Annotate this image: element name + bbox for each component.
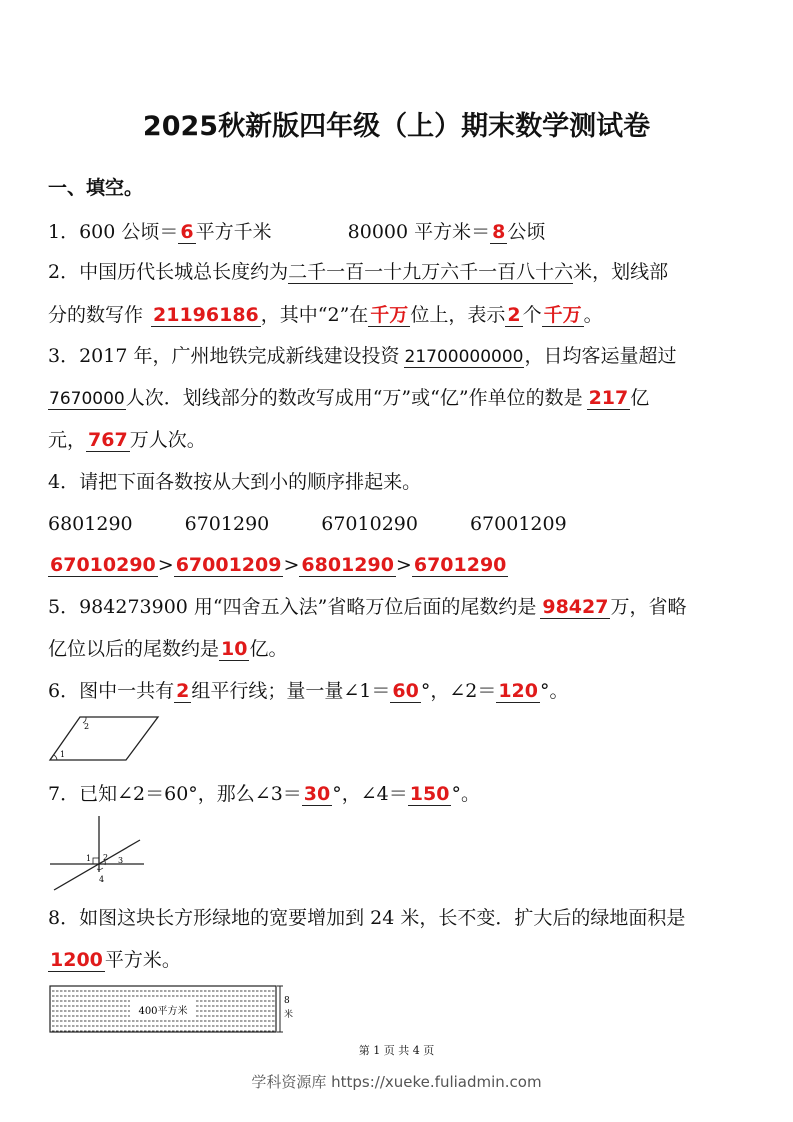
right-angle-mark (93, 858, 99, 864)
q1-answer-1: 6 (180, 221, 194, 243)
q4-separator: > (283, 554, 300, 576)
q4-answer-row (48, 553, 508, 577)
angle-arc (97, 868, 103, 869)
angle-1-arc (54, 755, 57, 760)
q3-text-c: 人次．划线部分的数改写成用“万”或“亿”作单位的数是 (125, 387, 583, 409)
angle-label: 2 (84, 722, 90, 731)
q5-answer-1: 98427 (542, 596, 609, 618)
q4-separator: > (157, 554, 174, 576)
q2-answer-3: 2 (507, 304, 521, 326)
q5-text-d: 亿。 (249, 638, 288, 660)
question-1 (48, 220, 545, 244)
section-heading: 一、填空。 (48, 177, 144, 199)
q3-underlined-1: 21700000000 (404, 347, 524, 367)
q3-text-e: 元， (48, 429, 87, 451)
q2-text-d: ，其中“2”在 (260, 304, 369, 326)
question-3-line-2 (48, 386, 649, 411)
q1-text-c: 80000 平方米＝ (347, 221, 491, 243)
question-8 (48, 906, 685, 930)
q1-text-d: 公顷 (507, 221, 546, 243)
q3-text-b: ，日均客运量超过 (524, 345, 677, 367)
q4-answer-4: 6701290 (413, 554, 507, 576)
page-footer: 第 1 页 共 4 页 (358, 1044, 435, 1057)
question-2-line-2 (48, 303, 603, 327)
q2-text-e: 位上，表示 (410, 304, 506, 326)
q2-text-c: 分的数写作 (48, 304, 144, 326)
q7-answer-2: 150 (409, 783, 450, 805)
q6-answer-2: 60 (392, 680, 419, 702)
q1-answer-2: 8 (492, 221, 506, 243)
q7-answer-1: 30 (303, 783, 331, 805)
q1-text-b: 平方千米 (195, 221, 272, 243)
question-7 (48, 782, 480, 806)
q7-number: 7． (48, 783, 80, 805)
q2-answer-4: 千万 (543, 304, 582, 326)
question-3-line-3 (48, 428, 206, 452)
q3-underlined-2: 7670000 (49, 389, 125, 409)
q8-text-b: 平方米。 (104, 949, 181, 971)
angle-label: 4 (99, 875, 105, 884)
q2-text-a: 中国历代长城总长度约为 (79, 261, 289, 283)
question-6 (48, 679, 569, 703)
q4-number-list (48, 512, 567, 536)
q2-answer-2: 千万 (370, 304, 409, 326)
q5-text-b: 万，省略 (610, 596, 687, 618)
angle-label: 1 (60, 750, 66, 759)
q2-text-g: 。 (583, 304, 603, 326)
intersecting-lines-figure (48, 814, 148, 894)
angle-label: 2 (103, 853, 109, 862)
q2-text-b: 米，划线部 (573, 261, 669, 283)
q4-number: 4． (48, 471, 80, 493)
q4-separator: > (395, 554, 412, 576)
q1-number: 1． (48, 221, 80, 243)
angle-label: 3 (118, 856, 124, 865)
q5-number: 5． (48, 596, 80, 618)
q5-text-a: 984273900 用“四舍五入法”省略万位后面的尾数约是 (79, 596, 537, 618)
angle-label: 1 (86, 854, 92, 863)
parallelogram-shape (50, 717, 158, 760)
parallelogram-figure (48, 714, 162, 764)
slanted-line (54, 840, 140, 890)
q6-text-d: °。 (540, 680, 569, 702)
q5-text-c: 亿位以后的尾数约是 (48, 638, 220, 660)
watermark: 学科资源库 https://xueke.fuliadmin.com (251, 1073, 542, 1091)
q6-number: 6． (48, 680, 80, 702)
area-label: 400平方米 (138, 1006, 188, 1017)
q3-answer-2: 767 (88, 429, 128, 451)
q3-text-d: 亿 (630, 387, 650, 409)
q3-text-f: 万人次。 (129, 429, 206, 451)
q4-answer-1: 67010290 (50, 554, 156, 576)
q3-text-a: 2017 年，广州地铁完成新线建设投资 (79, 345, 400, 367)
q8-answer-1: 1200 (50, 949, 103, 971)
q2-text-f: 个 (522, 304, 542, 326)
q2-underlined-phrase: 二千一百一十九万六千一百八十六 (288, 261, 574, 283)
q7-text-a: 已知∠2＝60°，那么∠3＝ (79, 783, 302, 805)
q6-text-b: 组平行线；量一量∠1＝ (191, 680, 391, 702)
page-title: 2025秋新版四年级（上）期末数学测试卷 (142, 111, 651, 142)
q7-text-b: °，∠4＝ (332, 783, 408, 805)
width-label: 8 (284, 996, 290, 1006)
q4-text: 请把下面各数按从大到小的顺序排起来。 (79, 471, 422, 493)
q2-number: 2． (48, 261, 80, 283)
q4-answer-3: 6801290 (301, 554, 394, 576)
q3-answer-1: 217 (588, 387, 629, 409)
q6-text-c: °，∠2＝ (420, 680, 497, 702)
q4-number-item: 6701290 (184, 513, 270, 535)
q4-answer-2: 67001209 (175, 554, 282, 576)
question-5-line-1 (48, 595, 686, 619)
q4-number-item: 67001209 (469, 513, 567, 535)
q4-number-item: 67010290 (321, 513, 418, 535)
width-unit-label: 米 (284, 1010, 294, 1020)
question-5-line-2 (48, 637, 287, 661)
q3-number: 3． (48, 345, 80, 367)
q4-number-item: 6801290 (48, 513, 133, 535)
q7-text-c: °。 (451, 783, 480, 805)
q6-text-a: 图中一共有 (79, 680, 175, 702)
q5-answer-2: 10 (221, 638, 248, 660)
q6-answer-3: 120 (498, 680, 538, 702)
q8-text-a: 如图这块长方形绿地的宽要增加到 24 米，长不变．扩大后的绿地面积是 (79, 907, 686, 929)
question-2-line-1 (48, 260, 668, 284)
question-4 (48, 470, 421, 494)
q6-answer-1: 2 (176, 680, 190, 702)
q2-answer-1: 21196186 (153, 304, 259, 326)
question-3-line-1 (48, 344, 677, 369)
q1-text-a: 600 公顷＝ (79, 221, 179, 243)
rectangle-field-figure (48, 984, 298, 1036)
question-8-line-2 (48, 948, 181, 972)
q8-number: 8． (48, 907, 80, 929)
